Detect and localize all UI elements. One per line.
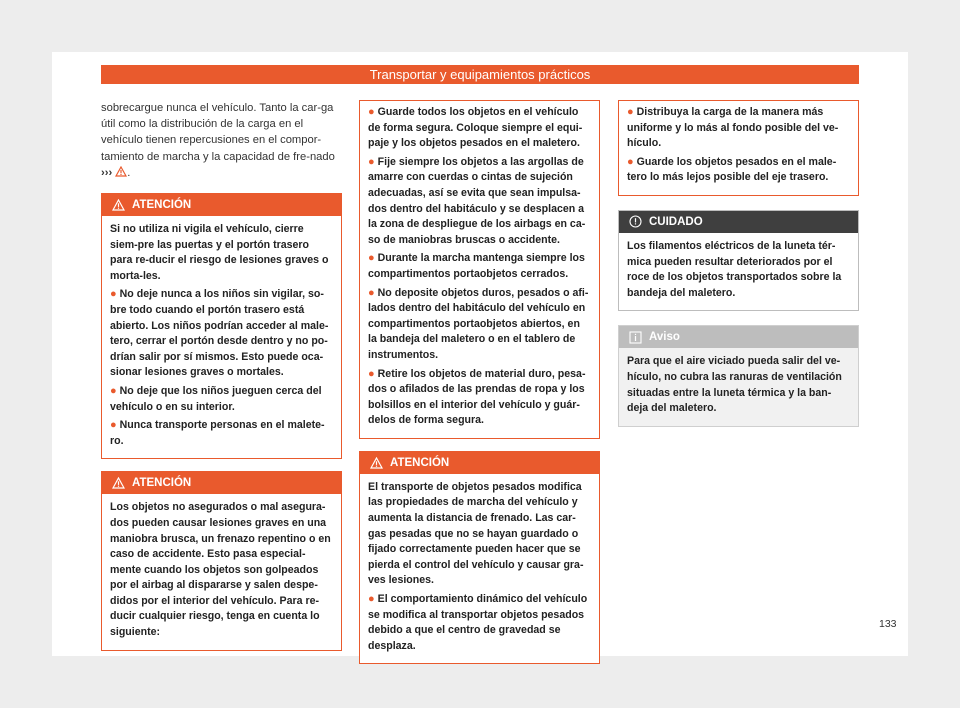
bullet-icon: ●	[627, 106, 634, 118]
warning-lead: Los objetos no asegurados o mal asegura-dos pueden causar lesiones graves en una maniobra brusca, un frenazo repentino o en caso de accidente. Esto pasa especial-mente cuando los objetos son golpeados por el airbag al dispararse y salen despe-didos por el interior del vehículo. Para re-ducir cualquier riesgo, tenga en cuenta lo siguiente:	[110, 501, 331, 639]
warning-box-3	[359, 451, 600, 665]
caution-title: CUIDADO	[649, 215, 703, 228]
warning-title: ATENCIÓN	[132, 477, 192, 490]
warning-title: ATENCIÓN	[390, 456, 450, 469]
list-item: ● Durante la marcha mantenga siempre los compartimentos portaobjetos cerrados.	[368, 252, 585, 280]
note-box	[618, 325, 859, 426]
warning-box-1	[101, 193, 342, 459]
column-1	[101, 100, 342, 663]
exclamation-circle-icon	[629, 215, 642, 228]
bullet-icon: ●	[110, 419, 117, 432]
column-2	[359, 100, 600, 676]
intro-paragraph: sobrecargue nunca el vehículo. Tanto la car-ga útil como la distribución de la carga en el vehículo tienen repercusiones en el compor-tamiento de marcha y la capacidad de fre-nado ››› .	[101, 102, 335, 179]
intro-text: sobrecargue nunca el vehículo. Tanto la car-ga útil como la distribución de la carga en el vehículo tienen repercusiones en el compor-tamiento de marcha y la capacidad de fre-nado	[101, 102, 335, 163]
warning-lead: El transporte de objetos pesados modifica las propiedades de marcha del vehículo y aumenta la distancia de frenado. Las car-gas pesadas que no se hayan guardado o fijado correctamente pueden hacer que se pierda el control del vehículo y causar gra-ves lesiones.	[368, 480, 584, 587]
bullet-icon: ●	[368, 367, 375, 380]
column-3	[618, 100, 859, 439]
list-item: ● Guarde todos los objetos en el vehículo de forma segura. Coloque siempre el equi-paje y los objetos pesados en el maletero.	[368, 106, 583, 150]
note-title: Aviso	[649, 331, 680, 344]
list-item: ● No deje nunca a los niños sin vigilar, so-bre todo cuando el portón trasero está abierto. Los niños podrían acceder al male-tero, cerrar el portón desde dentro y no po-drían salir por sí mismos. Esto puede oca-sionar lesiones graves o mortales.	[110, 288, 329, 379]
note-text: Para que el aire viciado pueda salir del ve-hículo, no cubra las ranuras de ventilación situadas entre la luneta térmica y la ban-deja del maletero.	[627, 355, 842, 415]
warning-box-3-continued	[618, 100, 859, 196]
list-item: ● Nunca transporte personas en el malete-ro.	[110, 419, 325, 447]
list-item: ● No deposite objetos duros, pesados o afi-lados dentro del habitáculo del vehículo en compartimentos portaobjetos abiertos, en la bandeja del maletero o en el tablero de instrumentos.	[368, 286, 589, 361]
bullet-icon: ●	[368, 155, 375, 168]
warning-triangle-icon	[112, 199, 125, 211]
bullet-icon: ●	[627, 155, 634, 168]
bullet-icon: ●	[110, 384, 117, 397]
list-item: ● El comportamiento dinámico del vehículo se modifica al transportar objetos pesados debido a que el centro de gravedad se desplaza.	[368, 593, 588, 652]
list-item: ● Guarde los objetos pesados en el male-tero lo más lejos posible del eje trasero.	[627, 155, 837, 184]
warning-box-2	[101, 471, 342, 650]
info-icon	[629, 331, 642, 344]
warning-box-1-continued	[359, 100, 600, 439]
warning-triangle-icon	[115, 166, 127, 177]
list-item: ● Retire los objetos de material duro, pesa-dos o afilados de las prendas de ropa y los bolsillos en el interior del vehículo y guár-delos de forma segura.	[368, 367, 586, 427]
caution-text: Los filamentos eléctricos de la luneta tér-mica pueden resultar deteriorados por el roce de los objetos transportados sobre la bandeja del maletero.	[627, 239, 842, 299]
bullet-icon: ●	[368, 106, 375, 118]
warning-title: ATENCIÓN	[132, 199, 192, 212]
bullet-icon: ●	[110, 288, 117, 301]
caution-box	[618, 210, 859, 311]
cross-reference-arrows[interactable]: ›››	[101, 166, 113, 179]
bullet-icon: ●	[368, 593, 375, 606]
list-item: ● Distribuya la carga de la manera más uniforme y lo más al fondo posible del ve-hículo.	[627, 106, 839, 150]
page-number: 133	[879, 618, 897, 630]
warning-triangle-icon	[112, 477, 125, 489]
warning-lead: Si no utiliza ni vigila el vehículo, cierre siem-pre las puertas y el portón trasero para re-ducir el riesgo de lesiones graves o morta-les.	[110, 223, 329, 282]
page-title: Transportar y equipamientos prácticos	[101, 65, 859, 84]
warning-triangle-icon	[370, 457, 383, 469]
list-item: ● No deje que los niños jueguen cerca del vehículo o en su interior.	[110, 384, 322, 413]
bullet-icon: ●	[368, 286, 375, 299]
bullet-icon: ●	[368, 252, 375, 265]
list-item: ● Fije siempre los objetos a las argollas de amarre con cuerdas o cintas de sujeción adecuadas, así se evita que sean impulsa-dos dentro del habitáculo y se desplacen a la zona de despliegue de los airbags en ca-so de maniobras bruscas o accidente.	[368, 155, 586, 246]
